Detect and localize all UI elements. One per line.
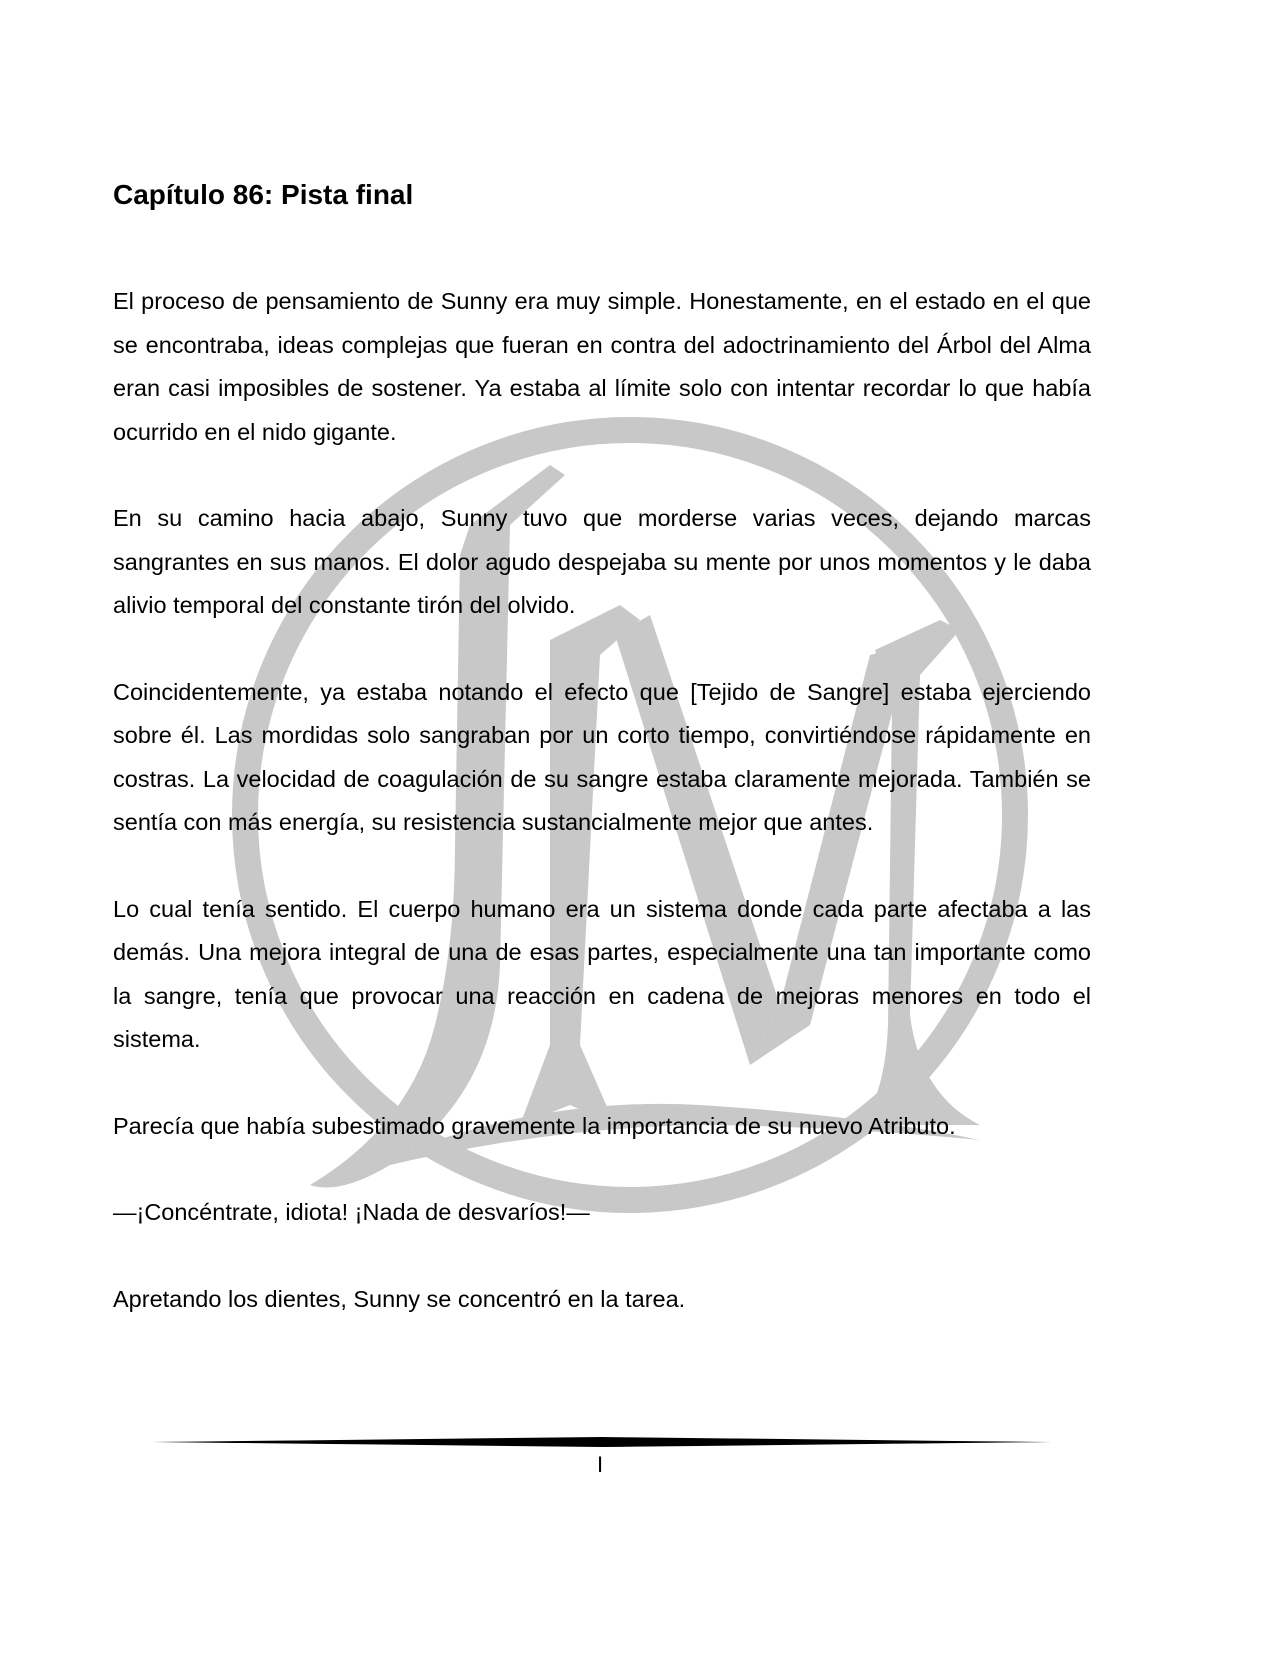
footer-divider [152, 1436, 1052, 1448]
paragraph: El proceso de pensamiento de Sunny era muy simple. Honestamente, en el estado en el que se encontraba, ideas complejas que fueran en contra del adoctrinamiento del Árbol del Alma eran casi imposibles de sostener. Ya estaba al límite solo con intentar recordar lo que había ocurrido en el nido gigante. [113, 288, 1091, 445]
paragraph: Lo cual tenía sentido. El cuerpo humano era un sistema donde cada parte afectaba a las demás. Una mejora integral de una de esas partes, especialmente una tan importante como la sangre, tenía que provocar una reacción en cadena de mejoras menores en todo el sistema. [113, 895, 1091, 1052]
chapter-title: Capítulo 86: Pista final [113, 179, 414, 210]
paragraph: Coincidentemente, ya estaba notando el efecto que [Tejido de Sangre] estaba ejerciendo sobre él. Las mordidas solo sangraban por un corto tiempo, convirtiéndose rápidamente en costras. La velocidad de coagulación de su sangre estaba claramente mejorada. También se sentía con más energía, su resistencia sustancialmente mejor que antes. [113, 678, 1091, 835]
paragraph: Parecía que había subestimado gravemente la importancia de su nuevo Atributo. [113, 1112, 956, 1139]
paragraph: En su camino hacia abajo, Sunny tuvo que morderse varias veces, dejando marcas sangrantes en sus manos. El dolor agudo despejaba su mente por unos momentos y le daba alivio temporal del constante tirón del olvido. [113, 505, 1091, 618]
dialogue-line: —¡Concéntrate, idiota! ¡Nada de desvaríos!— [113, 1199, 590, 1225]
page-number: I [596, 1452, 604, 1477]
paragraph: Apretando los dientes, Sunny se concentró en la tarea. [113, 1285, 686, 1312]
document-body [113, 178, 1091, 1364]
